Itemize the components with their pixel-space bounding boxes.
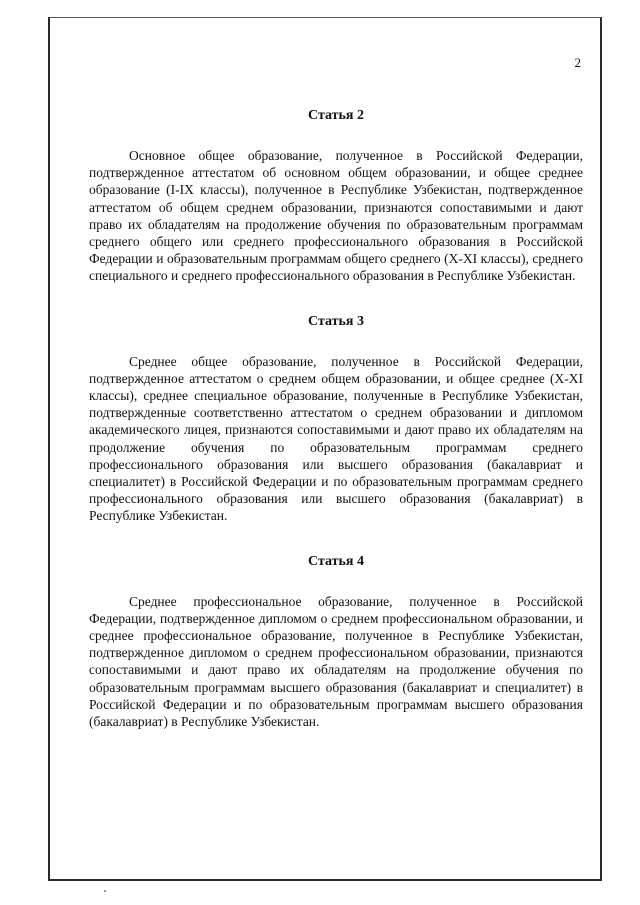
- article-heading: Статья 3: [308, 313, 364, 329]
- article-2: [89, 107, 583, 285]
- article-heading: Статья 4: [308, 553, 364, 569]
- article-heading: Статья 2: [308, 108, 364, 123]
- article-body: Среднее профессиональное образование, полученное в Российской Федерации, подтвержденное дипломом о среднем профессиональном образовании, и среднее профессиональное образование, полученное в Республике Узбекистан, подтвержденное дипломом о среднем профессиональном образовании, признаются сопоставимыми и дают право их обладателям на продолжение обучения по образовательным программам высшего образования (бакалавриат и специалитет) в Российской Федерации и по образовательным программам высшего образования (бакалавриат) в Республике Узбекистан.: [89, 593, 583, 730]
- article-4: [89, 553, 583, 731]
- document-content: [89, 107, 583, 758]
- article-3: [89, 313, 583, 525]
- article-body: Среднее общее образование, полученное в Российской Федерации, подтвержденное аттестатом о среднем общем образовании, и общее среднее (X-XI классы), среднее специальное образование, полученные в Республике Узбекистан, подтвержденные соответственно аттестатом о среднем образовании и дипломом академического лицея, признаются сопоставимыми и дают право их обладателям на продолжение обучения по образовательным программам среднего профессионального образования или высшего образования (бакалавриат и специалитет) в Российской Федерации и по образовательным программам среднего профессионального образования или высшего образования (бакалавриат) в Республике Узбекистан.: [89, 353, 583, 524]
- article-body: Основное общее образование, полученное в Российской Федерации, подтвержденное аттестатом об основном общем образовании, и общее среднее образование (I-IX классы), полученное в Республике Узбекистан, подтвержденное аттестатом об общем среднем образовании, признаются сопоставимыми и дают право их обладателям на продолжение обучения по образовательным программам среднего общего или среднего профессионального образования в Российской Федерации и образовательным программам общего среднего (X-XI классы), среднего специального и среднего профессионального образования в Республике Узбекистан.: [89, 148, 583, 284]
- scan-speck: [104, 890, 106, 892]
- page-number: 2: [574, 55, 581, 70]
